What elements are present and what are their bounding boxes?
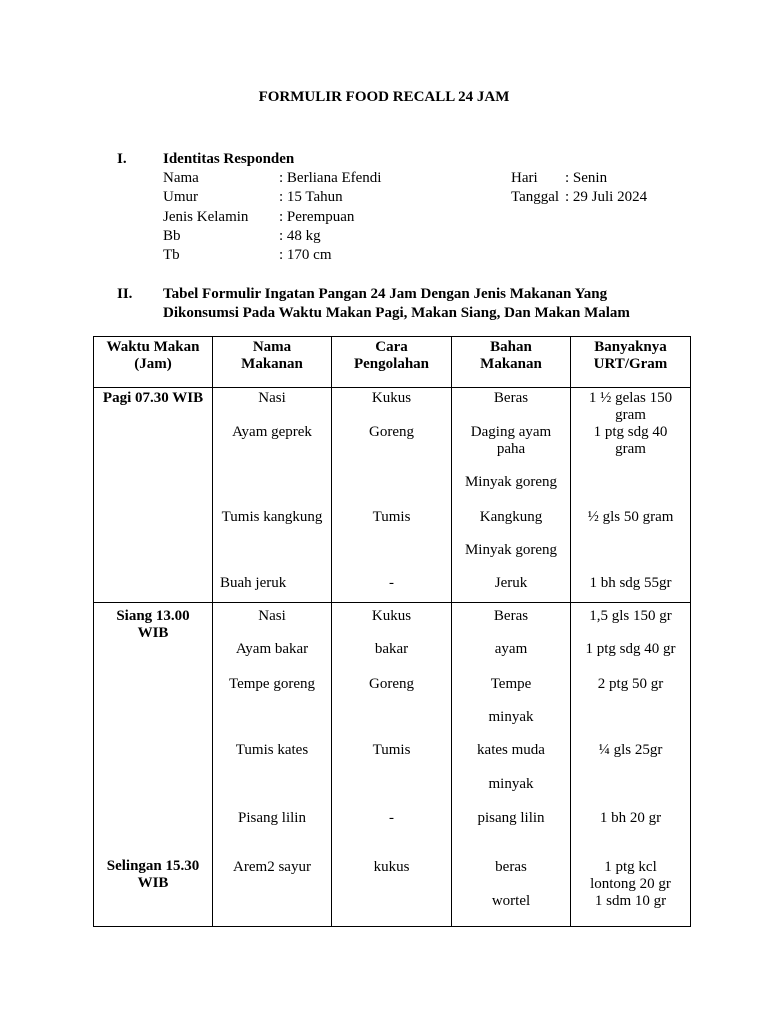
cell-banyaknya-siang-selingan [571,603,691,927]
cell-line: ½ gls 50 gram [587,509,674,525]
cell-line: minyak [488,709,534,725]
field-label-jenis-kelamin: Jenis Kelamin [163,209,249,225]
section-1-number: I. [117,151,127,167]
cell-line: WIB [137,625,169,641]
cell-line: 1 bh sdg 55gr [589,575,672,591]
cell-line: Nasi [258,608,286,624]
field-label-nama: Nama [163,170,199,186]
cell-line: ¼ gls 25gr [598,742,663,758]
cell-line: Tempe [490,676,532,692]
table-row-pagi [94,388,691,603]
cell-line: Jeruk [494,575,528,591]
field-value-tb: : 170 cm [279,247,332,263]
cell-waktu-siang-selingan [94,603,213,927]
cell-line: gram [615,407,646,423]
cell-line: - [389,810,394,826]
cell-banyaknya-pagi [571,388,691,603]
cell-line: Buah jeruk [220,575,287,591]
cell-line: 1 ½ gelas 150 [588,390,673,406]
cell-line: Pagi 07.30 WIB [102,390,204,406]
cell-line: Ayam geprek [232,424,312,440]
cell-bahan-makanan-siang-selingan [452,603,571,927]
cell-line: wortel [491,893,531,909]
cell-line: Tumis kates [235,742,309,758]
cell-line: Kukus [371,608,412,624]
field-label-tanggal: Tanggal [511,189,560,205]
cell-line: Siang 13.00 [116,608,190,624]
cell-nama-makanan-pagi [213,388,332,603]
cell-line: Goreng [369,676,414,692]
cell-line: 1 sdm 10 gr [594,893,667,909]
field-value-tanggal: : 29 Juli 2024 [565,189,648,205]
cell-line: Beras [493,390,529,406]
cell-bahan-makanan-pagi [452,388,571,603]
cell-line: Tempe goreng [228,676,315,692]
cell-line: ayam [494,641,528,657]
field-label-tb: Tb [163,247,180,263]
cell-line: minyak [488,776,534,792]
cell-line: paha [496,441,526,457]
header-bahan-makanan: Bahan Makanan [452,337,571,388]
cell-cara-pengolahan-pagi [332,388,452,603]
cell-line: Kangkung [479,509,543,525]
cell-line: beras [495,859,527,875]
section-2-heading-line-1: Tabel Formulir Ingatan Pangan 24 Jam Dengan Jenis Makanan Yang [163,286,608,302]
field-value-umur: : 15 Tahun [279,189,343,205]
field-label-umur: Umur [163,189,198,205]
cell-line: - [389,575,394,591]
cell-line: 1,5 gls 150 gr [589,608,672,624]
header-nama-makanan: Nama Makanan [213,337,332,388]
cell-line: Daging ayam [470,424,552,440]
table-row-siang-selingan [94,603,691,927]
field-value-nama: : Berliana Efendi [279,170,382,186]
cell-line: Selingan 15.30 [106,858,200,874]
cell-line: Arem2 sayur [233,859,311,875]
cell-line: Nasi [258,390,286,406]
cell-line: Minyak goreng [464,474,558,490]
food-recall-table [93,336,691,927]
cell-line: 1 ptg sdg 40 [593,424,668,440]
field-label-hari: Hari [511,170,538,186]
section-2-number: II. [117,286,133,302]
cell-line: Pisang lilin [238,810,306,826]
cell-line: Beras [493,608,529,624]
field-value-jenis-kelamin: : Perempuan [279,209,355,225]
header-cara-pengolahan: Cara Pengolahan [332,337,452,388]
cell-line: 1 ptg kcl [604,859,657,875]
cell-line: Kukus [371,390,412,406]
cell-line: Goreng [369,424,414,440]
document-title: FORMULIR FOOD RECALL 24 JAM [258,89,510,105]
cell-cara-pengolahan-siang-selingan [332,603,452,927]
cell-line: 1 ptg sdg 40 gr [585,641,676,657]
field-label-bb: Bb [163,228,181,244]
cell-line: Ayam bakar [235,641,309,657]
field-value-hari: : Senin [565,170,608,186]
header-waktu-makan: Waktu Makan (Jam) [94,337,213,388]
cell-line: kukus [373,859,410,875]
table-header-row [94,337,691,388]
cell-line: kates muda [477,742,545,758]
header-banyaknya: Banyaknya URT/Gram [571,337,691,388]
cell-line: gram [615,441,646,457]
cell-nama-makanan-siang-selingan [213,603,332,927]
cell-line: lontong 20 gr [590,876,671,892]
cell-line: Tumis [372,742,411,758]
cell-line: Minyak goreng [464,542,558,558]
cell-waktu-pagi [94,388,213,603]
cell-line: Tumis kangkung [221,509,323,525]
field-value-bb: : 48 kg [279,228,321,244]
cell-line: 2 ptg 50 gr [597,676,664,692]
cell-line: 1 bh 20 gr [599,810,662,826]
cell-line: pisang lilin [477,810,545,826]
cell-line: Tumis [372,509,411,525]
cell-line: WIB [137,875,169,891]
section-2-heading-line-2: Dikonsumsi Pada Waktu Makan Pagi, Makan Siang, Dan Makan Malam [163,305,630,321]
cell-line: bakar [374,641,409,657]
section-1-heading: Identitas Responden [163,151,295,167]
